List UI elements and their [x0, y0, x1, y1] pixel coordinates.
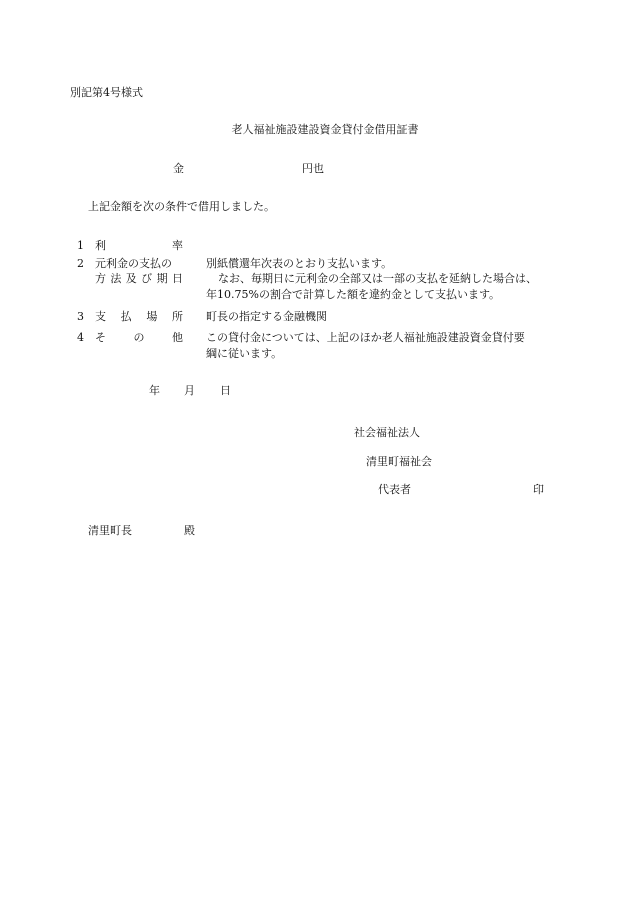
condition-1-label — [95, 240, 183, 251]
document-title: 老人福祉施設建設資金貸付金借用証書 — [231, 123, 419, 136]
date-day: 日 — [220, 384, 231, 397]
condition-2-label-char: び — [141, 272, 153, 285]
condition-3-label-char: 支 — [95, 310, 106, 323]
form-label: 別記第4号様式 — [70, 86, 143, 99]
condition-2-label-char: 及 — [125, 272, 137, 285]
condition-3-label — [95, 311, 183, 322]
condition-3-number: 3 — [77, 310, 84, 323]
borrower-representative-label: 代表者 — [378, 483, 411, 496]
condition-3-label-char: 場 — [146, 310, 158, 323]
condition-2-label-line2 — [95, 273, 183, 284]
condition-2-label-char: 期 — [156, 272, 168, 285]
condition-2-label-char: 方 — [95, 272, 106, 285]
borrower-org-type: 社会福祉法人 — [354, 426, 420, 439]
condition-2-text-line3: 年10.75%の割合で計算した額を違約金として支払います。 — [206, 288, 501, 301]
condition-3-label-char: 所 — [171, 310, 183, 323]
addressee-name: 清里町長 — [88, 524, 132, 537]
condition-2-label-line1: 元利金の支払の — [95, 257, 172, 270]
seal-mark: 印 — [533, 483, 544, 496]
condition-4-label — [95, 332, 183, 343]
amount-prefix: 金 — [173, 162, 184, 175]
condition-4-number: 4 — [77, 331, 84, 344]
condition-4-label-char: そ — [95, 331, 106, 344]
condition-2-text-line2: なお、毎期日に元利金の全部又は一部の支払を延納した場合は、 — [218, 272, 537, 285]
condition-2-label-char: 日 — [171, 272, 183, 285]
addressee-honorific: 殿 — [184, 524, 195, 537]
condition-2-label-char: 法 — [110, 272, 122, 285]
date-year: 年 — [149, 384, 160, 397]
condition-4-label-char: 他 — [172, 331, 183, 344]
condition-4-text-line1: この貸付金については、上記のほか老人福祉施設建設資金貸付要 — [206, 331, 525, 344]
borrower-org-name: 清里町福祉会 — [366, 455, 432, 468]
date-month: 月 — [184, 384, 195, 397]
condition-2-text-line1: 別紙償還年次表のとおり支払います。 — [206, 257, 393, 270]
condition-1-label-char: 利 — [95, 239, 106, 252]
amount-suffix: 円也 — [302, 162, 324, 175]
intro-text: 上記金額を次の条件で借用しました。 — [88, 200, 275, 213]
condition-2-number: 2 — [77, 257, 84, 270]
condition-1-number: 1 — [77, 239, 84, 252]
condition-3-label-char: 払 — [120, 310, 132, 323]
condition-1-label-char: 率 — [172, 239, 183, 252]
condition-3-text: 町長の指定する金融機関 — [206, 310, 327, 323]
condition-4-label-char: の — [133, 331, 145, 344]
condition-4-text-line2: 綱に従います。 — [206, 347, 283, 360]
